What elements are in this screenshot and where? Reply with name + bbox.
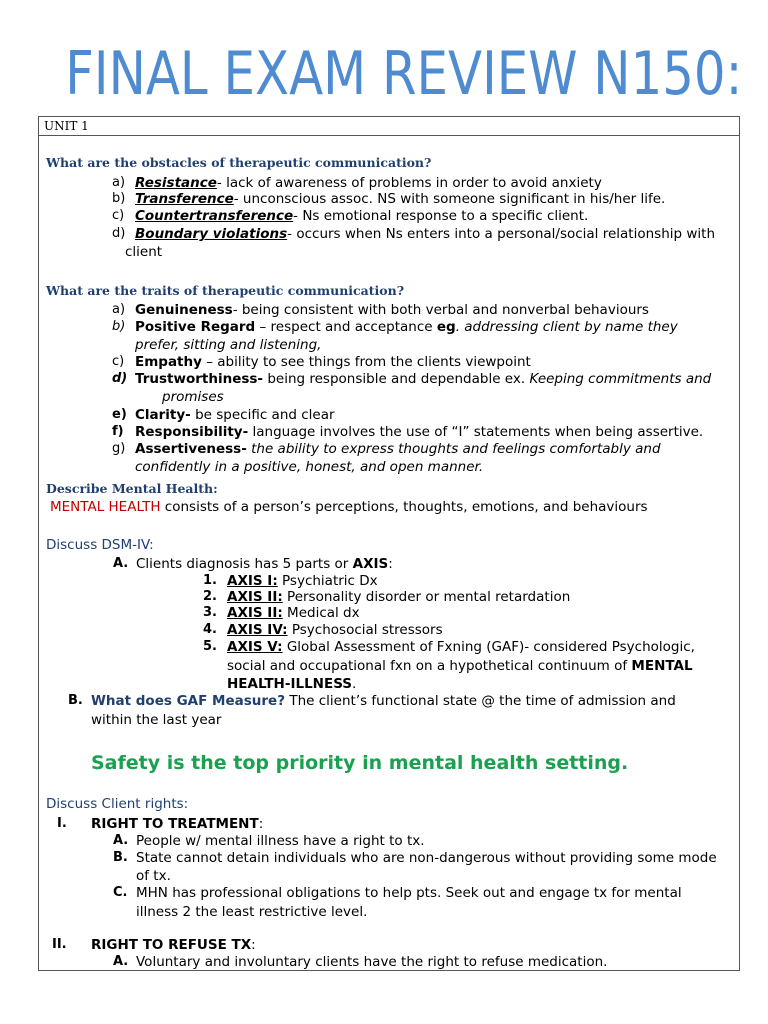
content-box: [38, 116, 740, 971]
answer: The client’s functional state @ the time of admission and: [285, 693, 676, 709]
list-marker: d): [112, 371, 128, 386]
unit-header: [39, 117, 739, 136]
term: Clarity-: [135, 407, 191, 423]
definition: - lack of awareness of problems in order to avoid anxiety: [216, 175, 602, 191]
list-marker: A.: [113, 954, 129, 969]
safety-callout: Safety is the top priority in mental health setting.: [91, 752, 629, 774]
definition: - unconscious assoc. NS with someone significant in his/her life.: [233, 191, 666, 207]
page-title: FINAL EXAM REVIEW N150:: [65, 39, 743, 109]
list-marker: 1.: [203, 573, 217, 588]
list-marker: 5.: [203, 639, 217, 654]
trait-responsibility: [135, 424, 703, 440]
term: AXIS V:: [227, 639, 283, 655]
list-marker: f): [112, 424, 124, 439]
term: Resistance: [135, 175, 217, 191]
question: What does GAF Measure?: [91, 693, 286, 709]
mental-health-definition: [50, 499, 648, 515]
term: AXIS II:: [227, 605, 283, 621]
continuation: [227, 658, 693, 674]
list-item: State cannot detain individuals who are non-dangerous without providing some mode: [136, 850, 717, 866]
rights-heading: Discuss Client rights:: [46, 796, 189, 812]
term: Boundary violations: [135, 226, 288, 242]
list-marker: A.: [113, 556, 129, 571]
list-marker: b): [112, 319, 126, 334]
question-traits: What are the traits of therapeutic communication?: [46, 283, 405, 298]
continuation: of tx.: [136, 868, 171, 884]
question-obstacles: What are the obstacles of therapeutic communication?: [46, 155, 432, 170]
term: AXIS II:: [227, 589, 283, 605]
colon: :: [388, 556, 393, 572]
trait-assertiveness: [135, 441, 661, 457]
obstacle-item: [135, 175, 602, 191]
list-marker: A.: [113, 833, 129, 848]
term: MENTAL HEALTH: [50, 499, 161, 515]
right-to-refuse: [91, 937, 256, 953]
list-marker: a): [112, 302, 126, 317]
definition: Medical dx: [282, 605, 360, 621]
trait-genuineness: [135, 302, 649, 318]
definition: be specific and clear: [190, 407, 335, 423]
text: social and occupational fxn on a hypothetical continuum of: [227, 658, 632, 674]
definition: language involves the use of “I” statements when being assertive.: [248, 424, 704, 440]
unit-label: UNIT 1: [44, 119, 89, 133]
axis-item: [227, 589, 570, 605]
period: .: [352, 676, 357, 692]
list-marker: C.: [113, 885, 128, 900]
obstacle-item: [135, 208, 588, 224]
definition: Global Assessment of Fxning (GAF)- considered Psychologic,: [282, 639, 695, 655]
list-marker: 2.: [203, 589, 217, 604]
term: AXIS I:: [227, 573, 278, 589]
term: Countertransference: [135, 208, 294, 224]
list-marker: g): [112, 441, 126, 456]
axis-item: [227, 573, 378, 589]
term: Assertiveness-: [135, 441, 247, 457]
axis-label: AXIS: [352, 556, 389, 572]
colon: :: [258, 816, 264, 832]
definition: Psychiatric Dx: [277, 573, 378, 589]
definition: - Ns emotional response to a specific client.: [293, 208, 589, 224]
title: RIGHT TO TREATMENT: [91, 816, 259, 832]
title: RIGHT TO REFUSE TX: [91, 937, 252, 953]
continuation: illness 2 the least restrictive level.: [136, 904, 368, 920]
list-marker: b): [112, 191, 126, 206]
obstacle-item: [135, 191, 665, 207]
continuation: client: [125, 244, 163, 260]
term: Responsibility-: [135, 424, 249, 440]
colon: :: [251, 937, 256, 953]
trait-trustworthiness: [135, 371, 711, 387]
emphasis: HEALTH-ILLNESS: [227, 676, 353, 692]
definition: consists of a person’s perceptions, thoughts, emotions, and behaviours: [160, 499, 648, 515]
trait-clarity: [135, 407, 335, 423]
term: Genuineness: [135, 302, 233, 318]
list-item: People w/ mental illness have a right to tx.: [136, 833, 425, 849]
continuation: prefer, sitting and listening,: [135, 337, 322, 353]
text: Clients diagnosis has 5 parts or: [136, 556, 353, 572]
term: Positive Regard: [135, 319, 256, 335]
list-marker: c): [112, 208, 125, 223]
list-item: MHN has professional obligations to help pts. Seek out and engage tx for mental: [136, 885, 682, 901]
continuation: [227, 676, 356, 692]
example: Keeping commitments and: [529, 371, 712, 387]
axis-item: [227, 639, 695, 655]
definition: the ability to express thoughts and feelings comfortably and: [246, 441, 661, 457]
trait-empathy: [135, 354, 531, 370]
dsm-heading: Discuss DSM-IV:: [46, 537, 154, 553]
axis-item: [227, 605, 360, 621]
term: Empathy: [135, 354, 202, 370]
continuation: within the last year: [91, 712, 222, 728]
list-marker: c): [112, 354, 125, 369]
eg-label: eg: [436, 319, 456, 335]
definition: Psychosocial stressors: [287, 622, 443, 638]
list-item: Voluntary and involuntary clients have the right to refuse medication.: [136, 954, 608, 970]
definition: - being consistent with both verbal and nonverbal behaviours: [232, 302, 649, 318]
list-marker: d): [112, 226, 126, 241]
term: AXIS IV:: [227, 622, 288, 638]
example: . addressing client by name they: [455, 319, 678, 335]
term: Trustworthiness-: [135, 371, 264, 387]
right-to-treatment: [91, 816, 263, 832]
obstacle-item: [135, 226, 715, 242]
list-marker: a): [112, 175, 126, 190]
continuation: confidently in a positive, honest, and open manner.: [135, 459, 484, 475]
term: Transference: [135, 191, 234, 207]
definition: being responsible and dependable ex.: [263, 371, 530, 387]
definition: Personality disorder or mental retardation: [282, 589, 571, 605]
axis-item: [227, 622, 443, 638]
question-mental-health: Describe Mental Health:: [46, 481, 218, 496]
definition: – respect and acceptance: [255, 319, 437, 335]
list-marker: II.: [52, 937, 67, 952]
list-marker: I.: [57, 816, 67, 831]
emphasis: MENTAL: [631, 658, 693, 674]
list-marker: e): [112, 407, 127, 422]
list-marker: B.: [113, 850, 128, 865]
continuation: promises: [162, 389, 224, 405]
gaf-item: [91, 693, 676, 709]
dsm-item-a: [136, 556, 393, 572]
list-marker: 4.: [203, 622, 217, 637]
list-marker: 3.: [203, 605, 217, 620]
list-marker: B.: [68, 693, 83, 708]
trait-positive-regard: [135, 319, 678, 335]
definition: – ability to see things from the clients viewpoint: [201, 354, 531, 370]
definition: - occurs when Ns enters into a personal/social relationship with: [287, 226, 716, 242]
